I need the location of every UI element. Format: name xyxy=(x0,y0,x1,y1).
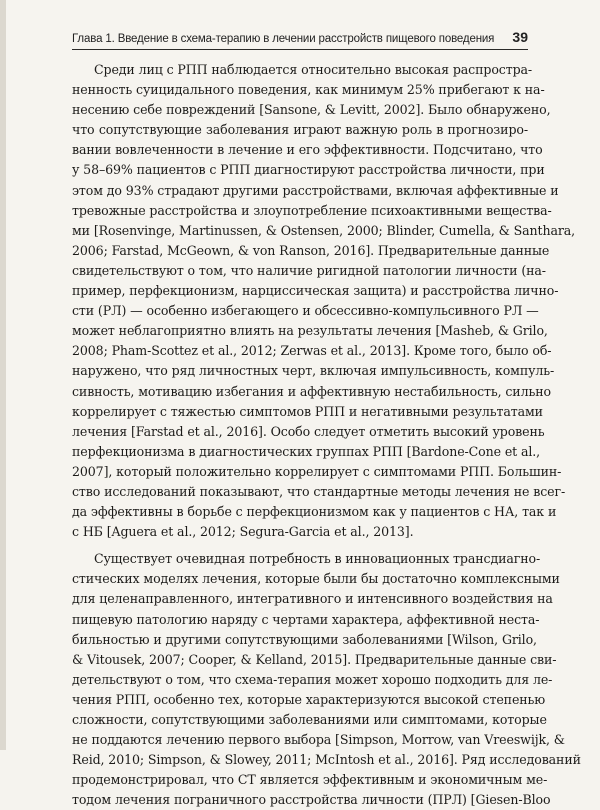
text-line: Reid, 2010; Simpson, & Slowey, 2011; McIntosh et al., 2016]. Ряд исследований xyxy=(72,752,581,768)
text-line: перфекционизма в диагностических группах РПП [Bardone-Cone et al., xyxy=(72,443,541,459)
text-line: свидетельствуют о том, что наличие ригидной патологии личности (на- xyxy=(72,262,546,278)
text-line: у 58–69% пациентов с РПП диагностируют расстройства личности, при xyxy=(72,162,545,178)
text-line: что сопутствующие заболевания играют важную роль в прогнозиро- xyxy=(72,122,528,138)
text-line: вании вовлеченности в лечение и его эффективности. Подсчитано, что xyxy=(72,142,543,158)
text-line: Существует очевидная потребность в инновационных трансдиагно- xyxy=(94,551,541,567)
text-line: этом до 93% страдают другими расстройствами, включая аффективные и xyxy=(72,182,559,198)
running-head: Глава 1. Введение в схема-терапию в лечении расстройств пищевого поведения xyxy=(72,33,495,45)
text-line: пищевую патологию наряду с чертами характера, аффективной неста- xyxy=(72,611,540,627)
text-line: продемонстрировал, что СТ является эффективным и экономичным ме- xyxy=(72,772,548,788)
text-line: может неблагоприятно влиять на результаты лечения [Masheb, & Grilo, xyxy=(72,323,548,339)
text-line: чения РПП, особенно тех, которые характеризуются высокой степенью xyxy=(72,691,546,707)
text-line: сложности, сопутствующими заболеваниями или симптомами, которые xyxy=(72,712,547,727)
text-line: бильностью и другими сопутствующими заболеваниями [Wilson, Grilo, xyxy=(72,631,537,647)
text-line: ми [Rosenvinge, Martinussen, & Ostensen, 2000; Blinder, Cumella, & Santhara, xyxy=(72,222,575,238)
paragraph-1 xyxy=(72,60,575,542)
text-line: стических моделях лечения, которые были бы достаточно комплексными xyxy=(72,571,560,587)
text-line: тревожные расстройства и злоупотребление психоактивными вещества- xyxy=(72,202,552,218)
text-line: ство исследований показывают, что стандартные методы лечения не всег- xyxy=(72,483,566,499)
text-line: 2008; Pham-Scottez et al., 2012; Zerwas et al., 2013]. Кроме того, было об- xyxy=(72,343,552,359)
text-line: сивность, мотивацию избегания и аффективную нестабильность, сильно xyxy=(72,383,551,399)
text-line: пример, перфекционизм, нарциссическая защита) и расстройства лично- xyxy=(72,283,559,299)
text-line: наружено, что ряд личностных черт, включая импульсивность, компуль- xyxy=(72,363,555,379)
text-line: детельствуют о том, что схема-терапия может хорошо подходить для ле- xyxy=(72,671,553,687)
text-line: не поддаются лечению первого выбора [Simpson, Morrow, van Vreeswijk, & xyxy=(72,732,565,748)
text-line: Среди лиц с РПП наблюдается относительно высокая распростра- xyxy=(94,62,533,77)
body-text xyxy=(72,60,581,810)
text-line: 2007], который положительно коррелирует с симптомами РПП. Большин- xyxy=(72,463,562,479)
text-line: ненность суицидального поведения, как минимум 25% прибегают к на- xyxy=(72,82,545,98)
text-line: несению себе повреждений [Sansone, & Levitt, 2002]. Было обнаружено, xyxy=(72,102,551,118)
page-header xyxy=(72,28,528,50)
text-line: коррелирует с тяжестью симптомов РПП и негативными результатами xyxy=(72,403,543,419)
page-number: 39 xyxy=(512,29,528,45)
text-line: 2006; Farstad, McGeown, & von Ranson, 2016]. Предварительные данные xyxy=(72,242,550,258)
paragraph-2 xyxy=(72,549,581,810)
text-line: лечения [Farstad et al., 2016]. Особо следует отметить высокий уровень xyxy=(72,423,545,439)
text-line: тодом лечения пограничного расстройства личности (ПРЛ) [Giesen-Bloo xyxy=(72,792,551,808)
text-line: & Vitousek, 2007; Cooper, & Kelland, 2015]. Предварительные данные сви- xyxy=(72,651,557,667)
text-line: да эффективны в борьбе с перфекционизмом как у пациентов с НА, так и xyxy=(72,504,557,520)
text-line: сти (РЛ) — особенно избегающего и обсессивно-компульсивного РЛ — xyxy=(72,303,539,319)
text-line: для целенаправленного, интегративного и интенсивного воздействия на xyxy=(72,591,553,607)
text-line: с НБ [Aguera et al., 2012; Segura-Garcia et al., 2013]. xyxy=(72,524,414,540)
